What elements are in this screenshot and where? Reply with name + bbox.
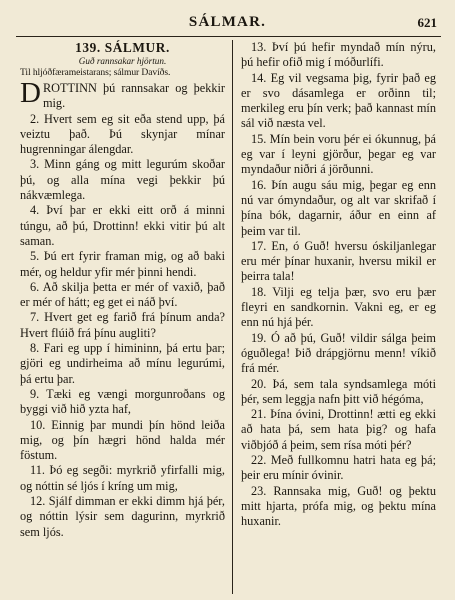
verse: 20. Þá, sem tala syndsamlega móti þér, sem leggja nafn þitt við hégóma, [241, 376, 436, 406]
verse: 22. Með fullkomnu hatri hata eg þá; þeir eru mínir óvinir. [241, 453, 436, 483]
verse: 16. Þín augu sáu mig, þegar eg enn nú var ómyndaður, og alt var skrifað í þína bók, dagarnir, áður en einn af þeim var til. [241, 177, 436, 238]
verse: 11. Þó eg segði: myrkrið yfirfalli mig, og nóttin sé ljós í kríng um mig, [20, 463, 225, 493]
verse: 5. Þú ert fyrir framan mig, og að baki mér, og heldur yfir mér þinni hendi. [20, 249, 225, 279]
header-rule [16, 36, 441, 37]
page-number: 621 [417, 15, 437, 30]
verse: 3. Minn gáng og mitt legurúm skoðar þú, og alla mína vegi þekkir þú nákvæmlega. [20, 157, 225, 203]
verse: 7. Hvert get eg farið frá þínum anda? Hvert flúið frá þínu augliti? [20, 310, 225, 340]
verse: 9. Tæki eg vængi morgunroðans og byggi við hið yzta haf, [20, 386, 225, 417]
psalm-superscription: Til hljóðfærameistarans; sálmur Davíðs. [20, 67, 171, 78]
psalm-heading: 139. SÁLMUR. [75, 40, 170, 55]
verse: 2. Hvert sem eg sit eða stend upp, þá veiztu það. Þú skynjar mínar hugrenningar álengdar. [20, 111, 225, 157]
verse: 13. Því þú hefir myndað mín nýru, þú hefir ofið mig í móðurlífi. [241, 40, 436, 70]
right-column [232, 40, 436, 594]
verse: 12. Sjálf dimman er ekki dimm hjá þér, og nóttin lýsir sem dagurinn, myrkrið sem ljós. [20, 494, 225, 539]
verse-1 [20, 77, 225, 112]
verse: 21. Þína óvini, Drottinn! ætti eg ekki að hata þá, sem hata þig? og hafa viðbjóð á þeim, sem rísa móti þér? [241, 407, 436, 452]
verse: 14. Eg vil vegsama þig, fyrir það eg er svo dásamlega er orðinn til; merkileg eru þín verk; það kannast mín sál við næsta vel. [241, 70, 436, 131]
verse: 6. Að skilja þetta er mér of vaxið, það er mér of hátt; eg get ei náð því. [20, 279, 225, 310]
running-title: SÁLMAR. [188, 14, 267, 30]
verse: 17. En, ó Guð! hversu óskiljanlegar eru mér þínar huxanir, hversu mikil er þeirra tala! [241, 238, 436, 284]
verse: 10. Einnig þar mundi þín hönd leiða mig, og þín hægri hönd halda mér föstum. [20, 417, 225, 463]
verse-1-text: ROTTINN þú rannsakar og þekkir mig. [42, 81, 225, 111]
drop-cap: D [20, 77, 41, 109]
left-column [20, 40, 232, 594]
verse: 19. Ó að þú, Guð! vildir sálga þeim óguðlega! Þið drápgjörnu menn! víkið frá mér. [241, 330, 436, 376]
text-columns [20, 40, 441, 594]
verse: 4. Því þar er ekki eitt orð á minni túngu, að þú, Drottinn! ekki vitir þú alt saman. [20, 203, 225, 248]
psalm-summary: Guð rannsakar hjörtun. [78, 56, 167, 66]
verse: 15. Mín bein voru þér ei ókunnug, þá eg var í leyni gjörður, þegar eg var myndaður niðri á jörðunni. [241, 131, 436, 177]
verse: 18. Vilji eg telja þær, svo eru þær fleyri en sandkornin. Vakni eg, er eg enn nú hjá þér. [241, 284, 436, 330]
running-head [0, 14, 455, 34]
verse: 8. Fari eg upp í himininn, þá ertu þar; gjöri eg undirheima að mínu legurúmi, þá ertu þar. [20, 341, 225, 386]
verse: 23. Rannsaka mig, Guð! og þektu mitt hjarta, prófa mig, og þektu mína huxanir. [241, 483, 436, 529]
